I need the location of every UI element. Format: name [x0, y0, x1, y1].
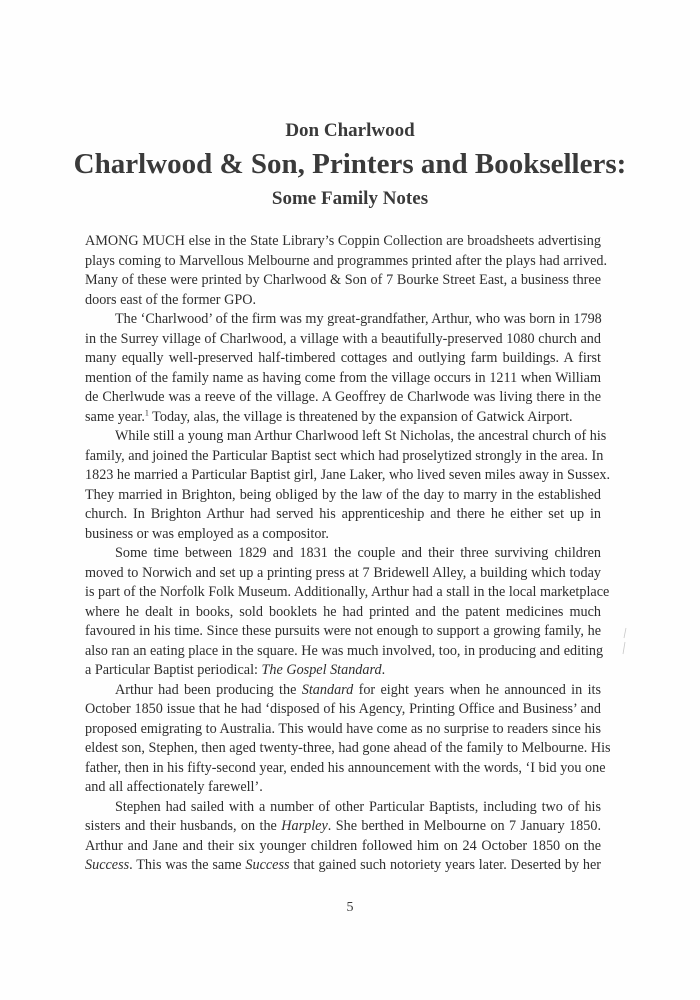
text-segment: . She berthed in Melbourne on 7 January 1850. [327, 818, 601, 834]
paragraph [85, 681, 611, 798]
text-line [85, 856, 601, 876]
text-segment: Arthur had been producing the [115, 681, 302, 698]
text-segment: that gained such notoriety years later. Deserted by her [289, 857, 601, 873]
periodical-title: Standard [301, 681, 354, 698]
text-line: church. In Brighton Arthur had served his apprenticeship and there he either set up in [85, 506, 601, 522]
text-segment: . [381, 662, 386, 678]
paragraph [85, 310, 601, 427]
text-line-with-footnote [85, 408, 601, 428]
text-line: They married in Brighton, being obliged by the law of the day to marry in the established [85, 486, 601, 503]
text-line: October 1850 issue that he had ‘disposed of his Agency, Printing Office and Business’ and [85, 701, 601, 717]
author-name: Don Charlwood [285, 120, 415, 141]
text-line [85, 681, 601, 701]
ship-name: Success [85, 857, 130, 873]
paragraph [85, 544, 610, 681]
text-line: also ran an eating place in the square. He was much involved, too, in producing and editing [85, 642, 604, 659]
text-line: moved to Norwich and set up a printing press at 7 Bridewell Alley, a building which today [85, 564, 601, 581]
text-line: While still a young man Arthur Charlwood left St Nicholas, the ancestral church of his [115, 428, 607, 444]
text-line: Many of these were printed by Charlwood & Son of 7 Bourke Street East, a business three [85, 272, 601, 288]
text-line: in the Surrey village of Charlwood, a village with a beautifully-preserved 1080 church and [85, 330, 601, 347]
footnote-marker[interactable]: 1 [144, 407, 149, 417]
text-line: Stephen had sailed with a number of other Particular Baptists, including two of his [115, 798, 601, 815]
text-line: many equally well-preserved half-timbered cottages and outlying farm buildings. A first [85, 350, 601, 366]
text-line [85, 661, 601, 681]
text-segment: a Particular Baptist periodical: [85, 662, 262, 678]
article-title: Charlwood & Son, Printers and Booksellers: [73, 148, 627, 180]
text-line: family, and joined the Particular Baptist sect which had proselytized strongly in the area. In [85, 447, 604, 464]
margin-pencil-mark [622, 626, 628, 656]
text-segment: Today, alas, the village is threatened by the expansion of Gatwick Airport. [152, 408, 573, 425]
text-line: business or was employed as a compositor. [85, 525, 329, 542]
paragraph [85, 232, 608, 310]
text-line: proposed emigrating to Australia. This would have come as no surprise to readers since his [85, 720, 601, 737]
text-segment: . This was the same [129, 857, 246, 873]
text-line: Some time between 1829 and 1831 the couple and their three surviving children [115, 545, 601, 561]
text-line: de Cherlwude was a reeve of the village. A Geoffrey de Charlwode was living there in the [85, 389, 601, 405]
periodical-title: The Gospel Standard [261, 662, 382, 678]
text-segment: same year. [85, 408, 145, 425]
text-line: father, then in his fifty-second year, ended his announcement with the words, ‘I bid you one [85, 759, 606, 776]
text-line: mention of the family name as having come from the village occurs in 1211 when William [85, 369, 601, 386]
page-number: 5 [346, 900, 354, 915]
text-line [85, 817, 601, 837]
article-subtitle: Some Family Notes [271, 188, 429, 209]
paragraph [85, 798, 601, 876]
text-line: plays coming to Marvellous Melbourne and programmes printed after the plays had arrived. [85, 252, 608, 269]
text-line: Arthur and Jane and their six younger children followed him on 24 October 1850 on the [85, 837, 601, 854]
text-segment: sisters and their husbands, on the [85, 818, 282, 834]
text-line: eldest son, Stephen, then aged twenty-three, had gone ahead of the family to Melbourne. His [85, 740, 611, 756]
text-line: where he dealt in books, sold booklets he had printed and the patent medicines much [85, 603, 601, 620]
ship-name: Harpley [281, 818, 328, 834]
text-line: and all affectionately farewell’. [85, 779, 263, 795]
text-line: favoured in his time. Since these pursuits were not enough to support a growing family, he [85, 623, 601, 639]
text-segment: for eight years when he announced in its [353, 681, 601, 698]
article-body [85, 232, 611, 876]
text-line: is part of the Norfolk Folk Museum. Additionally, Arthur had a stall in the local marketplace [85, 584, 610, 600]
text-line: doors east of the former GPO. [85, 291, 256, 308]
paragraph [85, 427, 611, 544]
text-line: The ‘Charlwood’ of the firm was my great-grandfather, Arthur, who was born in 1798 [115, 311, 602, 327]
text-line: AMONG MUCH else in the State Library’s Coppin Collection are broadsheets advertising [85, 233, 601, 249]
text-line: 1823 he married a Particular Baptist girl, Jane Laker, who lived seven miles away in Sussex. [85, 467, 611, 483]
ship-name: Success [245, 857, 290, 873]
